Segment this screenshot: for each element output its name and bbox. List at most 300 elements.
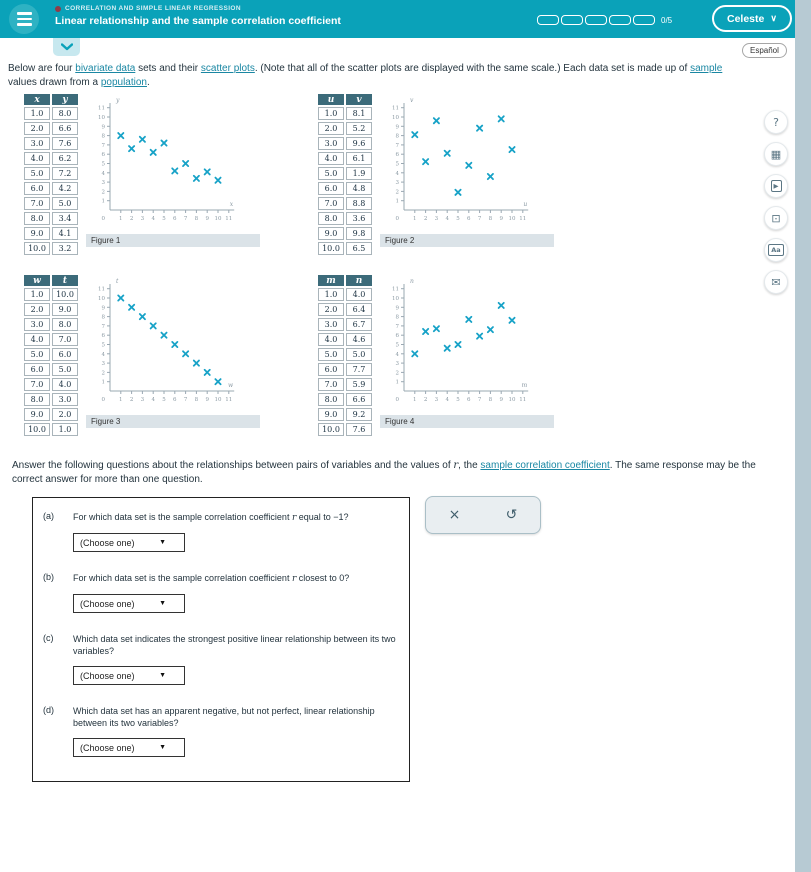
svg-text:11: 11	[519, 397, 527, 403]
svg-text:0: 0	[101, 216, 105, 222]
column-header: v	[346, 94, 372, 105]
table-row	[24, 182, 78, 195]
table-cell: 6.0	[24, 182, 50, 195]
answer-toolbar	[425, 496, 541, 534]
table-row	[24, 333, 78, 346]
progress-label: 0/5	[661, 15, 673, 25]
table-row	[24, 378, 78, 391]
table-row	[318, 167, 372, 180]
svg-text:11: 11	[225, 216, 233, 222]
bivariate-data-link[interactable]: bivariate data	[75, 63, 136, 74]
table-cell: 8.0	[52, 107, 78, 120]
table-row	[318, 303, 372, 316]
svg-text:6: 6	[395, 152, 399, 159]
figure-caption: Figure 3	[86, 415, 260, 428]
table-row	[318, 348, 372, 361]
svg-text:7: 7	[477, 216, 482, 222]
question-item	[43, 705, 399, 757]
table-cell: 8.0	[318, 393, 344, 406]
svg-text:7: 7	[183, 397, 188, 403]
svg-text:5: 5	[162, 216, 166, 222]
svg-text:7: 7	[395, 142, 399, 149]
table-row	[318, 333, 372, 346]
svg-text:11: 11	[98, 105, 105, 112]
table-row	[24, 212, 78, 225]
topic-dot-icon	[55, 6, 61, 12]
svg-text:11: 11	[519, 216, 527, 222]
table-cell: 1.0	[24, 107, 50, 120]
svg-text:2: 2	[423, 216, 428, 222]
table-cell: 5.0	[318, 348, 344, 361]
dropdown-value: (Choose one)	[80, 742, 135, 753]
table-row	[24, 393, 78, 406]
svg-text:7: 7	[183, 216, 188, 222]
table-cell: 6.7	[346, 318, 372, 331]
svg-text:7: 7	[101, 142, 105, 149]
table-row	[24, 197, 78, 210]
svg-text:7: 7	[477, 397, 482, 403]
progress-segment	[585, 15, 607, 25]
svg-text:2: 2	[423, 397, 428, 403]
column-header: n	[346, 275, 372, 286]
svg-text:10: 10	[214, 216, 222, 222]
column-header: t	[52, 275, 78, 286]
question-item	[43, 511, 399, 552]
svg-text:3: 3	[101, 180, 105, 187]
chevron-down-icon	[61, 43, 73, 51]
table-cell: 4.8	[346, 182, 372, 195]
table-row	[318, 137, 372, 150]
table-row	[318, 318, 372, 331]
svg-text:9: 9	[395, 305, 399, 312]
table-cell: 6.0	[24, 363, 50, 376]
table-row	[318, 197, 372, 210]
table-cell: 6.4	[346, 303, 372, 316]
sample-link[interactable]: sample	[690, 63, 723, 74]
svg-text:1: 1	[395, 379, 399, 386]
help-icon[interactable]: ?	[764, 110, 788, 134]
choose-one-dropdown[interactable]	[73, 666, 185, 685]
table-row	[318, 363, 372, 376]
table-cell: 7.0	[318, 197, 344, 210]
scatter-plots-link[interactable]: scatter plots	[200, 63, 255, 74]
glossary-icon[interactable]: Aa	[764, 238, 788, 262]
table-cell: 10.0	[318, 242, 344, 255]
table-cell: 2.0	[24, 303, 50, 316]
message-icon[interactable]: ✉	[764, 270, 788, 294]
dataset-group	[316, 273, 554, 438]
svg-text:4: 4	[395, 170, 399, 177]
table-cell: 9.0	[318, 408, 344, 421]
svg-text:4: 4	[151, 216, 155, 222]
question-text: Which data set indicates the strongest positive linear relationship between its two variables?	[73, 634, 396, 656]
figure-column	[380, 273, 554, 428]
table-cell: 7.6	[346, 423, 372, 436]
table-cell: 7.0	[24, 197, 50, 210]
topic-label: CORRELATION AND SIMPLE LINEAR REGRESSION	[65, 5, 241, 12]
calculator-icon[interactable]: ▦	[764, 142, 788, 166]
table-row	[318, 227, 372, 240]
table-cell: 6.6	[346, 393, 372, 406]
table-cell: 5.0	[318, 167, 344, 180]
svg-text:11: 11	[98, 286, 105, 293]
svg-text:10: 10	[508, 216, 516, 222]
table-cell: 7.0	[24, 378, 50, 391]
svg-text:10: 10	[392, 296, 399, 302]
scatter-plot	[380, 273, 554, 409]
svg-text:9: 9	[499, 397, 503, 403]
svg-text:6: 6	[173, 216, 177, 222]
table-cell: 6.2	[52, 152, 78, 165]
svg-text:11: 11	[392, 105, 399, 112]
table-cell: 9.0	[24, 408, 50, 421]
table-cell: 2.0	[24, 122, 50, 135]
figure-caption: Figure 4	[380, 415, 554, 428]
svg-text:9: 9	[499, 216, 503, 222]
table-cell: 10.0	[24, 423, 50, 436]
column-header: x	[24, 94, 50, 105]
column-header: w	[24, 275, 50, 286]
table-cell: 6.5	[346, 242, 372, 255]
table-cell: 3.2	[52, 242, 78, 255]
table-cell: 8.8	[346, 197, 372, 210]
svg-text:3: 3	[434, 397, 439, 403]
column-header: u	[318, 94, 344, 105]
table-row	[24, 348, 78, 361]
svg-text:0: 0	[395, 216, 399, 222]
table-cell: 3.4	[52, 212, 78, 225]
tutorial-icon[interactable]: ⊡	[764, 206, 788, 230]
svg-text:8: 8	[488, 216, 493, 222]
svg-text:8: 8	[488, 397, 493, 403]
svg-text:4: 4	[395, 351, 399, 358]
svg-text:w: w	[228, 382, 234, 389]
svg-text:5: 5	[456, 397, 460, 403]
progress-segment	[537, 15, 559, 25]
question-label: (c)	[43, 633, 54, 643]
table-cell: 10.0	[318, 423, 344, 436]
table-row	[24, 318, 78, 331]
svg-text:5: 5	[162, 397, 166, 403]
clear-answer-button[interactable]: ×	[441, 507, 469, 523]
svg-text:y: y	[116, 97, 120, 104]
question-text: For which data set is the sample correlation coefficient r equal to −1?	[73, 512, 349, 523]
population-link[interactable]: population	[100, 76, 147, 88]
svg-text:8: 8	[194, 216, 199, 222]
svg-text:1: 1	[119, 216, 123, 222]
table-cell: 8.0	[52, 318, 78, 331]
table-cell: 4.0	[52, 378, 78, 391]
data-table	[22, 273, 80, 438]
data-table	[22, 92, 80, 257]
svg-text:6: 6	[467, 216, 471, 222]
svg-text:5: 5	[395, 342, 399, 349]
svg-text:10: 10	[214, 397, 222, 403]
table-row	[24, 167, 78, 180]
choose-one-dropdown[interactable]	[73, 594, 185, 613]
svg-text:6: 6	[467, 397, 471, 403]
svg-text:11: 11	[392, 286, 399, 293]
table-cell: 7.6	[52, 137, 78, 150]
svg-text:5: 5	[456, 216, 460, 222]
svg-text:u: u	[523, 201, 528, 208]
svg-text:6: 6	[173, 397, 177, 403]
table-cell: 5.9	[346, 378, 372, 391]
table-cell: 6.1	[346, 152, 372, 165]
table-cell: 5.0	[52, 363, 78, 376]
table-cell: 5.0	[52, 197, 78, 210]
table-cell: 1.0	[318, 288, 344, 301]
table-row	[24, 363, 78, 376]
svg-text:v: v	[410, 97, 414, 104]
table-cell: 2.0	[318, 122, 344, 135]
table-cell: 10.0	[24, 242, 50, 255]
table-cell: 6.0	[318, 182, 344, 195]
question-label: (b)	[43, 572, 54, 582]
dropdown-arrow-icon: ▼	[159, 672, 166, 679]
table-cell: 7.0	[318, 378, 344, 391]
svg-text:3: 3	[434, 216, 439, 222]
table-cell: 7.0	[52, 333, 78, 346]
table-cell: 5.0	[24, 167, 50, 180]
table-cell: 7.2	[52, 167, 78, 180]
table-cell: 9.8	[346, 227, 372, 240]
header-bar	[0, 0, 795, 38]
page-scrollbar[interactable]	[795, 0, 811, 872]
title-block	[55, 5, 341, 27]
page-title: Linear relationship and the sample correlation coefficient	[55, 15, 341, 27]
svg-text:9: 9	[101, 305, 105, 312]
svg-text:t: t	[116, 278, 119, 285]
collapse-header-button[interactable]	[53, 38, 80, 56]
svg-text:8: 8	[395, 133, 399, 140]
svg-text:4: 4	[151, 397, 155, 403]
language-button[interactable]: Español	[742, 43, 787, 58]
svg-text:3: 3	[140, 216, 145, 222]
question-text: For which data set is the sample correlation coefficient r closest to 0?	[73, 573, 350, 584]
table-row	[318, 423, 372, 436]
figure-column	[380, 92, 554, 247]
chevron-down-icon: ∨	[770, 13, 777, 23]
choose-one-dropdown[interactable]	[73, 738, 185, 757]
intro-text: Below are four bivariate data sets and their scatter plots. (Note that all of the scatter plots are displayed with the same scale.) Each data set is made up of sample values drawn from a population.	[8, 63, 723, 88]
svg-text:6: 6	[395, 333, 399, 340]
table-cell: 1.0	[24, 288, 50, 301]
dropdown-arrow-icon: ▼	[159, 600, 166, 607]
table-cell: 4.0	[346, 288, 372, 301]
table-row	[24, 137, 78, 150]
table-row	[24, 423, 78, 436]
svg-text:3: 3	[395, 361, 399, 368]
svg-text:3: 3	[140, 397, 145, 403]
table-cell: 3.0	[24, 318, 50, 331]
dataset-group	[22, 273, 260, 438]
svg-text:1: 1	[395, 198, 399, 205]
user-menu-button[interactable]	[712, 5, 792, 32]
table-row	[318, 107, 372, 120]
dataset-group	[316, 92, 554, 257]
table-row	[318, 212, 372, 225]
table-cell: 2.0	[52, 408, 78, 421]
svg-text:7: 7	[101, 323, 105, 330]
table-cell: 6.0	[318, 363, 344, 376]
table-cell: 1.0	[52, 423, 78, 436]
svg-text:1: 1	[119, 397, 123, 403]
figure-column	[86, 273, 260, 428]
column-header: m	[318, 275, 344, 286]
svg-text:5: 5	[101, 342, 105, 349]
svg-text:2: 2	[395, 189, 399, 196]
dataset-group	[22, 92, 260, 257]
scatter-plot	[86, 273, 260, 409]
progress-bar	[537, 15, 672, 25]
undo-button[interactable]: ↺	[498, 507, 526, 523]
table-row	[318, 182, 372, 195]
table-cell: 8.1	[346, 107, 372, 120]
table-cell: 3.6	[346, 212, 372, 225]
table-cell: 3.0	[24, 137, 50, 150]
svg-text:x: x	[229, 201, 234, 208]
svg-text:1: 1	[413, 216, 417, 222]
svg-text:1: 1	[101, 379, 105, 386]
svg-text:8: 8	[194, 397, 199, 403]
figure-caption: Figure 1	[86, 234, 260, 247]
figure-column	[86, 92, 260, 247]
svg-text:8: 8	[101, 133, 105, 140]
data-table	[316, 92, 374, 257]
progress-segment	[561, 15, 583, 25]
progress-segment	[609, 15, 631, 25]
table-cell: 5.0	[346, 348, 372, 361]
table-row	[318, 152, 372, 165]
svg-text:2: 2	[129, 397, 134, 403]
question-box	[32, 497, 410, 782]
choose-one-dropdown[interactable]	[73, 533, 185, 552]
svg-text:10: 10	[392, 115, 399, 121]
svg-text:3: 3	[101, 361, 105, 368]
svg-text:8: 8	[101, 314, 105, 321]
table-row	[318, 122, 372, 135]
dropdown-value: (Choose one)	[80, 670, 135, 681]
svg-text:1: 1	[413, 397, 417, 403]
table-cell: 4.0	[318, 152, 344, 165]
table-cell: 9.2	[346, 408, 372, 421]
svg-text:4: 4	[445, 397, 449, 403]
svg-text:1: 1	[101, 198, 105, 205]
topic-line	[55, 5, 341, 12]
progress-segment	[633, 15, 655, 25]
table-cell: 4.6	[346, 333, 372, 346]
table-cell: 4.0	[24, 333, 50, 346]
svg-text:10: 10	[98, 296, 105, 302]
svg-text:9: 9	[101, 124, 105, 131]
table-row	[318, 393, 372, 406]
svg-text:2: 2	[395, 370, 399, 377]
svg-text:9: 9	[205, 216, 209, 222]
table-row	[24, 408, 78, 421]
svg-text:7: 7	[395, 323, 399, 330]
column-header: y	[52, 94, 78, 105]
user-name: Celeste	[727, 12, 765, 25]
table-row	[318, 242, 372, 255]
data-table	[316, 273, 374, 438]
video-icon[interactable]: ▶	[764, 174, 788, 198]
table-row	[24, 227, 78, 240]
table-cell: 6.0	[52, 348, 78, 361]
svg-text:9: 9	[205, 397, 209, 403]
question-label: (d)	[43, 705, 54, 715]
svg-text:6: 6	[101, 152, 105, 159]
table-row	[24, 303, 78, 316]
prompt-text: Answer the following questions about the relationships between pairs of variables and the values of r, the sample correlation coefficient. The same response may be the correct answer for more than one question.	[12, 460, 756, 485]
datasets-grid	[22, 92, 554, 438]
svg-text:5: 5	[395, 161, 399, 168]
table-cell: 1.0	[318, 107, 344, 120]
svg-text:4: 4	[101, 351, 105, 358]
question-text: Which data set has an apparent negative, but not perfect, linear relationship between its two variables?	[73, 706, 375, 728]
svg-text:n: n	[410, 278, 414, 285]
dropdown-arrow-icon: ▼	[159, 744, 166, 751]
table-cell: 4.0	[318, 333, 344, 346]
table-cell: 5.0	[24, 348, 50, 361]
svg-text:9: 9	[395, 124, 399, 131]
svg-text:2: 2	[129, 216, 134, 222]
table-cell: 7.7	[346, 363, 372, 376]
question-item	[43, 633, 399, 685]
table-row	[24, 288, 78, 301]
table-cell: 4.1	[52, 227, 78, 240]
r-variable: r	[453, 460, 459, 471]
table-row	[318, 408, 372, 421]
svg-text:2: 2	[101, 370, 105, 377]
table-cell: 9.0	[24, 227, 50, 240]
svg-text:6: 6	[101, 333, 105, 340]
figure-caption: Figure 2	[380, 234, 554, 247]
table-cell: 5.2	[346, 122, 372, 135]
dropdown-value: (Choose one)	[80, 598, 135, 609]
table-row	[24, 152, 78, 165]
svg-text:m: m	[521, 382, 528, 389]
svg-text:2: 2	[101, 189, 105, 196]
dropdown-arrow-icon: ▼	[159, 539, 166, 546]
sample-correlation-coefficient-link[interactable]: sample correlation coefficient	[480, 460, 610, 471]
svg-text:0: 0	[395, 397, 399, 403]
menu-button[interactable]	[9, 4, 39, 34]
svg-text:10: 10	[508, 397, 516, 403]
table-cell: 3.0	[318, 137, 344, 150]
scatter-plot	[86, 92, 260, 228]
table-row	[24, 122, 78, 135]
svg-text:4: 4	[445, 216, 449, 222]
table-cell: 3.0	[318, 318, 344, 331]
table-cell: 3.0	[52, 393, 78, 406]
table-cell: 9.0	[52, 303, 78, 316]
question-label: (a)	[43, 511, 54, 521]
svg-text:4: 4	[101, 170, 105, 177]
table-cell: 9.0	[318, 227, 344, 240]
scatter-plot	[380, 92, 554, 228]
progress-segments	[537, 15, 657, 25]
table-cell: 9.6	[346, 137, 372, 150]
table-cell: 4.0	[24, 152, 50, 165]
table-cell: 8.0	[24, 393, 50, 406]
table-cell: 6.6	[52, 122, 78, 135]
table-cell: 1.9	[346, 167, 372, 180]
svg-text:3: 3	[395, 180, 399, 187]
dropdown-value: (Choose one)	[80, 537, 135, 548]
table-cell: 8.0	[24, 212, 50, 225]
table-row	[24, 242, 78, 255]
